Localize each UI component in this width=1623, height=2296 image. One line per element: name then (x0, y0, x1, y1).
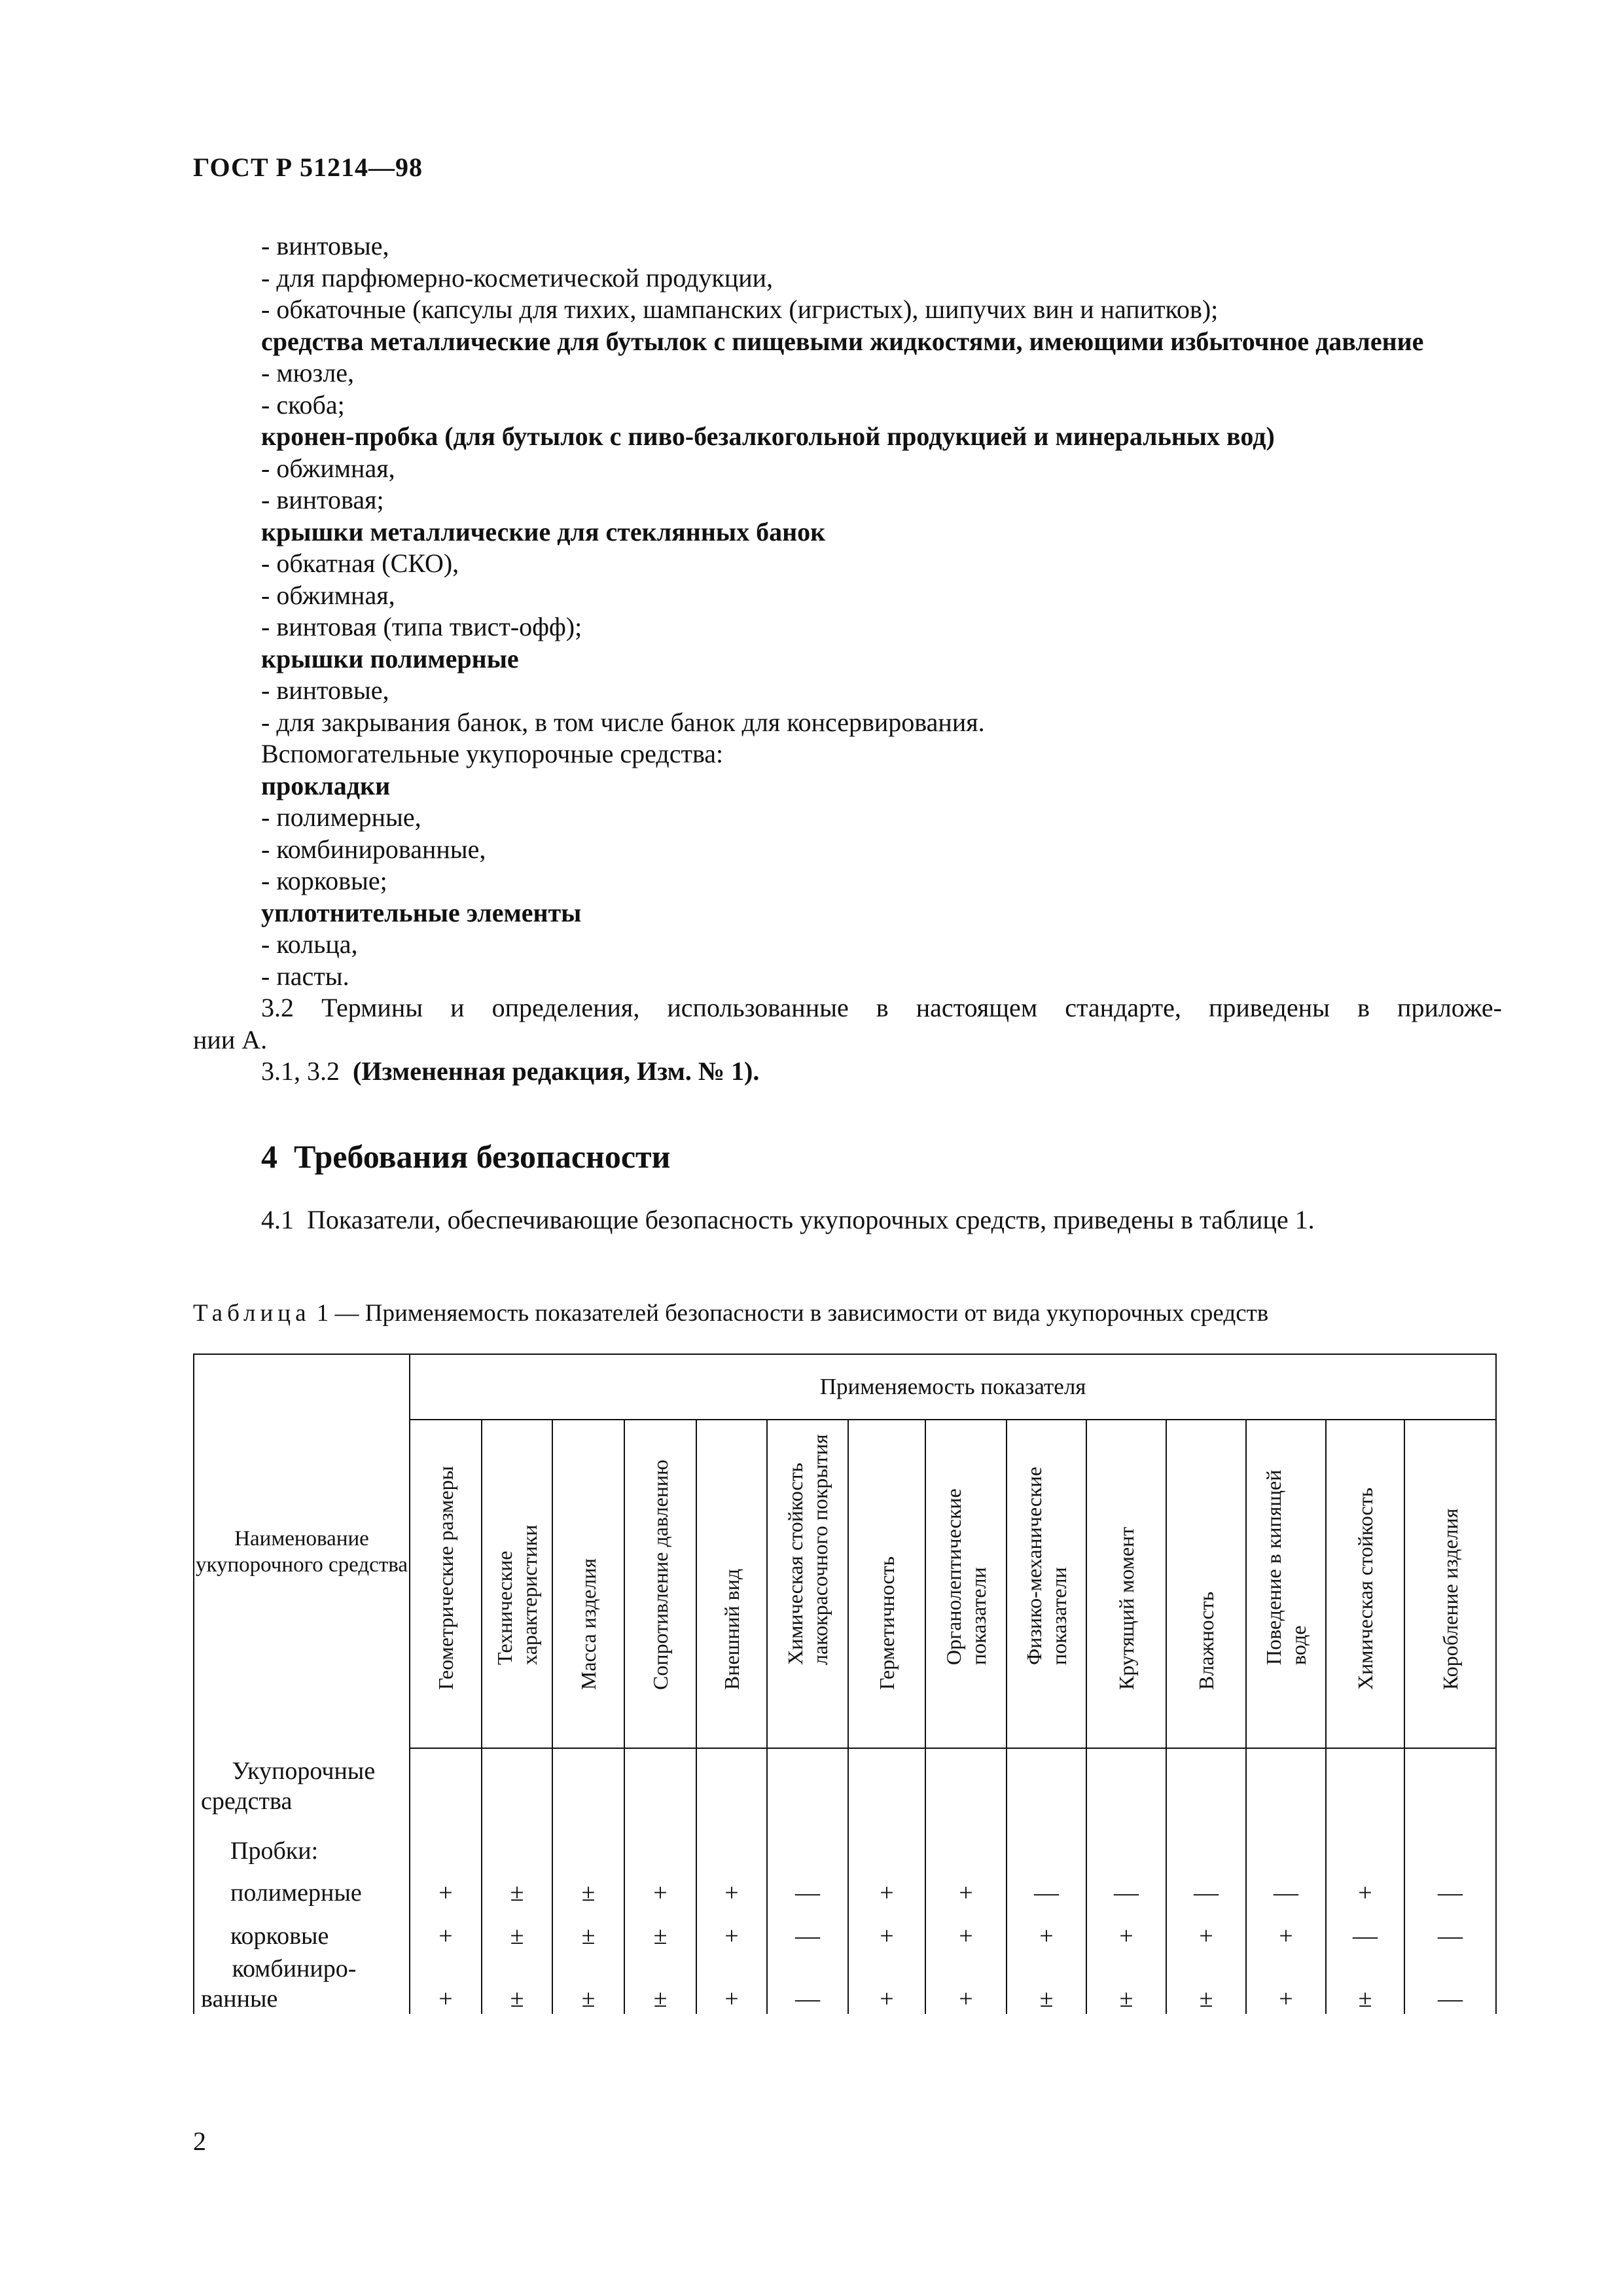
table-cell: + (1166, 1908, 1246, 1951)
table-cell (696, 1820, 767, 1866)
column-header (925, 1420, 1007, 1748)
table-cell (482, 1748, 552, 1820)
body-line: прокладки (261, 770, 391, 800)
table-cell: — (1246, 1866, 1326, 1908)
table-cell: ± (624, 1951, 696, 2014)
table-caption-label: Таблица (193, 1300, 311, 1327)
body-line: - обжимная, (261, 580, 395, 610)
table-row (194, 1951, 1496, 2014)
table-cell: — (767, 1908, 848, 1951)
table-cell: ± (1326, 1951, 1404, 2014)
row-name: комбиниро- ванные (194, 1951, 410, 2014)
column-header-label: Влажность (1194, 1591, 1218, 1690)
body-line: - скоба; (261, 389, 345, 420)
column-header (1166, 1420, 1246, 1748)
table-cell: + (848, 1866, 925, 1908)
table-cell (696, 1748, 767, 1820)
document-header: ГОСТ Р 51214—98 (193, 152, 423, 182)
table-row (194, 1820, 1496, 1866)
table-cell: — (1166, 1866, 1246, 1908)
column-header-label: Поведение в кипящей воде (1262, 1469, 1310, 1665)
column-header (410, 1420, 482, 1748)
column-header (767, 1420, 848, 1748)
table-cell (1166, 1748, 1246, 1820)
table-cell: ± (552, 1908, 624, 1951)
row-name: корковые (194, 1908, 410, 1951)
table-cell (624, 1820, 696, 1866)
table-cell: + (1246, 1951, 1326, 2014)
table-cell: + (624, 1866, 696, 1908)
table-row (194, 1908, 1496, 1951)
column-header-label: Химическая стойкость лакокрасочного покрытия (783, 1434, 832, 1665)
amendment-bold: (Измененная редакция, Изм. № 1). (353, 1056, 760, 1086)
table-cell: + (696, 1951, 767, 2014)
body-line: - обкаточные (капсулы для тихих, шампанских (игристых), шипучих вин и напитков); (261, 295, 1219, 324)
table-cell (1166, 1820, 1246, 1866)
body-line: - винтовые, (261, 231, 389, 260)
table-cell (1326, 1748, 1404, 1820)
table-cell: ± (552, 1951, 624, 2014)
body-line: - пасты. (261, 961, 349, 991)
table-cell (1086, 1748, 1166, 1820)
body-line: - полимерные, (261, 802, 421, 832)
table-cell: ± (1166, 1951, 1246, 2014)
table-cell: ± (482, 1908, 552, 1951)
column-header (1326, 1420, 1404, 1748)
column-header-label: Герметичность (875, 1556, 899, 1690)
column-header-label: Внешний вид (720, 1568, 743, 1690)
body-line: - кольца, (261, 929, 358, 959)
body-line: - для закрывания банок, в том числе банок для консервирования. (261, 707, 985, 737)
table-cell: — (767, 1951, 848, 2014)
column-header (848, 1420, 925, 1748)
column-header-label: Физико-механические показатели (1022, 1467, 1071, 1665)
table-cell (552, 1748, 624, 1820)
body-line: крышки полимерные (261, 643, 519, 673)
body-line: 3.2 Термины и определения, использованные в настоящем стандарте, приведены в приложе- (261, 993, 1502, 1022)
body-line: - обжимная, (261, 453, 395, 483)
table-cell: + (696, 1866, 767, 1908)
column-header-label: Сопротивление давлению (649, 1460, 672, 1690)
row-name: Укупорочные средства (194, 1748, 410, 1820)
table-cell (482, 1820, 552, 1866)
table-cell (1086, 1820, 1166, 1866)
body-line: нии А. (193, 1024, 268, 1054)
table-cell: — (1326, 1908, 1404, 1951)
body-line: - комбинированные, (261, 834, 486, 864)
table-cell: ± (1086, 1951, 1166, 2014)
table-cell: + (848, 1951, 925, 2014)
body-line: - винтовая (типа твист-офф); (261, 612, 582, 641)
name-column-header: Наименование укупорочного средства (194, 1354, 410, 1748)
column-header (696, 1420, 767, 1748)
table-cell: + (848, 1908, 925, 1951)
column-header (1404, 1420, 1496, 1748)
body-line: кронен-пробка (для бутылок с пиво-безалкогольной продукцией и минеральных вод) (261, 422, 1275, 451)
body-line: - корковые; (261, 866, 387, 895)
table-row (194, 1748, 1496, 1820)
table-cell: + (925, 1951, 1007, 2014)
table-cell: ± (552, 1866, 624, 1908)
body-line: - винтовая; (261, 485, 384, 514)
table-cell: + (1086, 1908, 1166, 1951)
table-cell: + (925, 1908, 1007, 1951)
column-header-label: Масса изделия (577, 1558, 600, 1690)
column-header (624, 1420, 696, 1748)
table-cell: + (1326, 1866, 1404, 1908)
table-cell: — (1404, 1866, 1496, 1908)
column-header (552, 1420, 624, 1748)
table-cell: ± (482, 1866, 552, 1908)
table-cell: + (925, 1866, 1007, 1908)
table-cell (1404, 1820, 1496, 1866)
table-cell: — (1007, 1866, 1086, 1908)
table-cell: + (410, 1951, 482, 2014)
page-number: 2 (193, 2126, 206, 2156)
amendment-prefix: 3.1, 3.2 (261, 1056, 353, 1086)
table-cell: ± (482, 1951, 552, 2014)
table-cell (552, 1820, 624, 1866)
table-caption-text: 1 — Применяемость показателей безопасности в зависимости от вида укупорочных средств (310, 1300, 1269, 1327)
amendment-note (193, 1056, 1502, 1088)
table-cell (848, 1820, 925, 1866)
table-cell: — (767, 1866, 848, 1908)
column-header-label: Геометрические размеры (434, 1465, 457, 1690)
body-line: средства металлические для бутылок с пищевыми жидкостями, имеющими избыточное давление (261, 326, 1424, 356)
body-line: - винтовые, (261, 675, 389, 705)
body-line: - мюзле, (261, 358, 355, 387)
table-cell (624, 1748, 696, 1820)
table-cell (1007, 1748, 1086, 1820)
table-cell: — (1404, 1951, 1496, 2014)
table-cell (410, 1820, 482, 1866)
table-cell (1007, 1820, 1086, 1866)
table-cell: — (1086, 1866, 1166, 1908)
table-cell (925, 1748, 1007, 1820)
column-header-label: Органолептические показатели (942, 1488, 990, 1665)
table-cell (1246, 1748, 1326, 1820)
column-header-label: Крутящий момент (1115, 1526, 1138, 1690)
body-line: Вспомогательные укупорочные средства: (261, 739, 724, 768)
column-header-label: Химическая стойкость (1353, 1487, 1377, 1690)
table-row (194, 1866, 1496, 1908)
column-header-label: Коробление изделия (1438, 1508, 1463, 1690)
table-cell: + (1246, 1908, 1326, 1951)
column-header (1246, 1420, 1326, 1748)
body-line: крышки металлические для стеклянных банок (261, 516, 826, 547)
table-cell: + (696, 1908, 767, 1951)
table-cell: ± (624, 1908, 696, 1951)
table-cell: — (1404, 1908, 1496, 1951)
table-cell (410, 1748, 482, 1820)
table-cell (848, 1748, 925, 1820)
body-line: - обкатная (СКО), (261, 548, 459, 578)
body-line: уплотнительные элементы (261, 897, 582, 927)
row-name: полимерные (194, 1866, 410, 1908)
table-cell: + (1007, 1908, 1086, 1951)
table-caption (193, 1299, 1268, 1327)
table-cell (1404, 1748, 1496, 1820)
table-cell (925, 1820, 1007, 1866)
applicability-table (193, 1354, 1497, 2014)
body-text (193, 230, 1502, 1088)
table-cell (767, 1820, 848, 1866)
table-cell: ± (1007, 1951, 1086, 2014)
section-4-title: 4 Требования безопасности (261, 1138, 671, 1175)
column-header (1086, 1420, 1166, 1748)
table-cell (1246, 1820, 1326, 1866)
row-name: Пробки: (194, 1820, 410, 1866)
table-cell (767, 1748, 848, 1820)
paragraph-4-1: 4.1 Показатели, обеспечивающие безопасность укупорочных средств, приведены в таблице 1. (261, 1205, 1315, 1234)
group-header: Применяемость показателя (410, 1354, 1496, 1420)
column-header-label: Технические характеристики (493, 1524, 541, 1665)
table-cell: + (410, 1908, 482, 1951)
table-cell: + (410, 1866, 482, 1908)
column-header (1007, 1420, 1086, 1748)
column-header (482, 1420, 552, 1748)
body-line: - для парфюмерно-косметической продукции, (261, 262, 774, 293)
table-cell (1326, 1820, 1404, 1866)
